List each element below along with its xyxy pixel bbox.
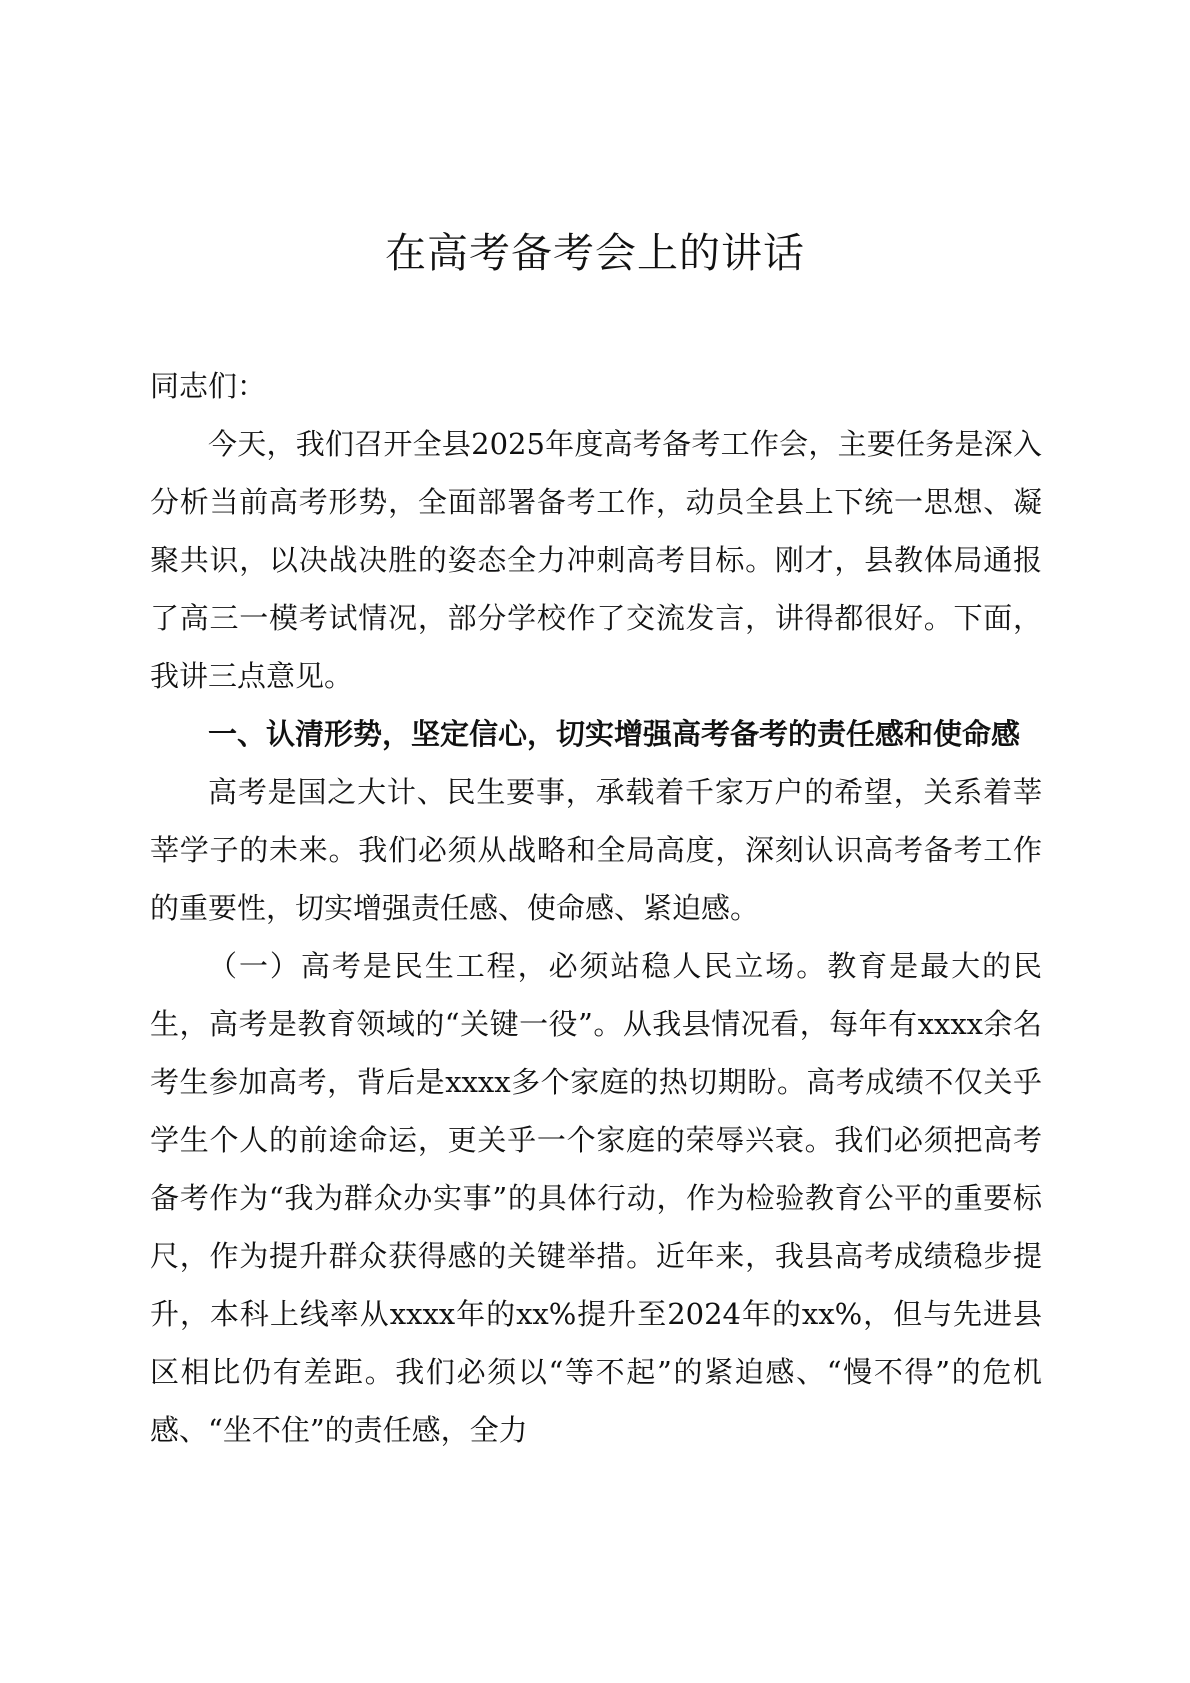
- document-title: 在高考备考会上的讲话: [385, 229, 805, 277]
- document-body: [150, 357, 1042, 1459]
- section-1-paragraph: 高考是国之大计、民生要事，承载着千家万户的希望，关系着莘莘学子的未来。我们必须从战略和全局高度，深刻认识高考备考工作的重要性，切实增强责任感、使命感、紧迫感。: [150, 775, 1042, 925]
- salutation: 同志们：: [150, 369, 267, 403]
- subsection-1-paragraph: （一）高考是民生工程，必须站稳人民立场。教育是最大的民生，高考是教育领域的“关键一役”。从我县情况看，每年有xxxx余名考生参加高考，背后是xxxx多个家庭的热切期盼。高考成绩不仅关乎学生个人的前途命运，更关乎一个家庭的荣辱兴衰。我们必须把高考备考作为“我为群众办实事”的具体行动，作为检验教育公平的重要标尺，作为提升群众获得感的关键举措。近年来，我县高考成绩稳步提升，本科上线率从xxxx年的xx%提升至2024年的xx%，但与先进县区相比仍有差距。我们必须以“等不起”的紧迫感、“慢不得”的危机感、“坐不住”的责任感，全力: [150, 949, 1042, 1447]
- section-1-heading: 一、认清形势，坚定信心，切实增强高考备考的责任感和使命感: [208, 717, 1021, 751]
- intro-paragraph: 今天，我们召开全县2025年度高考备考工作会，主要任务是深入分析当前高考形势，全面部署备考工作，动员全县上下统一思想、凝聚共识，以决战决胜的姿态全力冲刺高考目标。刚才，县教体局通报了高三一模考试情况，部分学校作了交流发言，讲得都很好。下面，我讲三点意见。: [150, 427, 1042, 693]
